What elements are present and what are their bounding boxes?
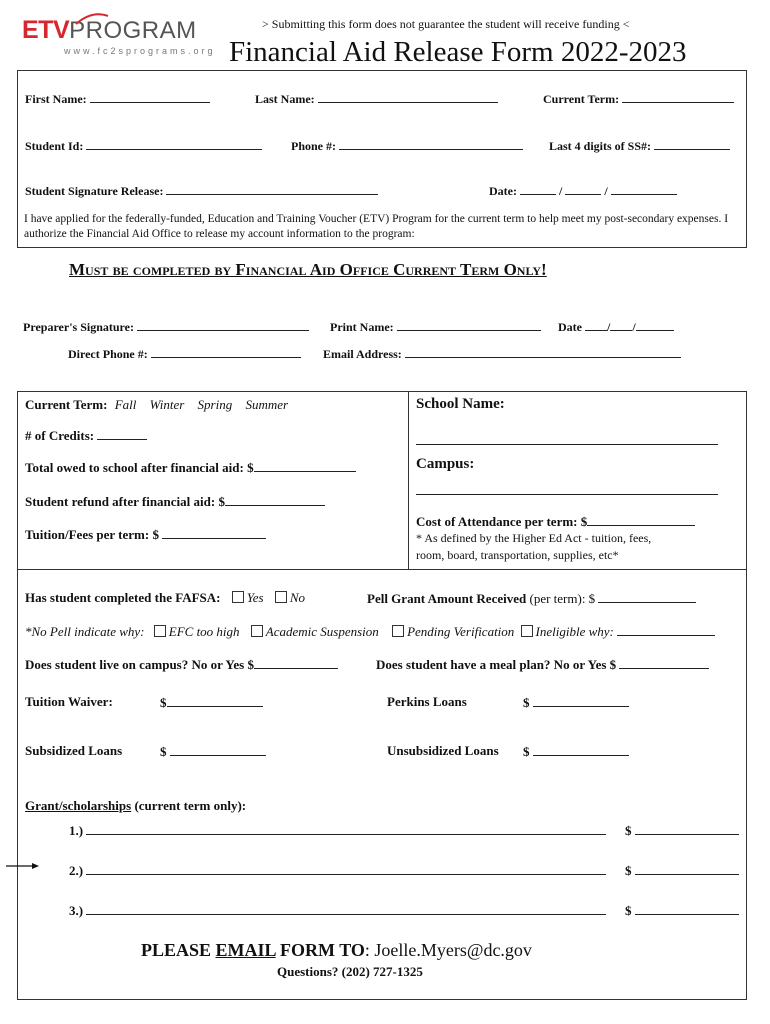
submit-instruction: PLEASE EMAIL FORM TO: Joelle.Myers@dc.gov xyxy=(141,940,532,960)
fafsa-question: Has student completed the FAFSA: Yes No xyxy=(25,590,306,605)
authorization-text: I have applied for the federally-funded, Education and Training Voucher (ETV) Program for the current term to help meet my post-secondary expenses. I authorize the Financial Aid Office to release my account information to the program: xyxy=(24,213,729,240)
live-on-campus-field[interactable]: Does student live on campus? No or Yes $ xyxy=(25,656,338,673)
term-bottom-rule xyxy=(17,569,747,570)
funding-notice: > Submitting this form does not guarantee the student will receive funding < xyxy=(262,17,630,31)
tuition-waiver-field[interactable]: $ xyxy=(160,694,263,711)
phone-field[interactable]: Phone #: xyxy=(291,137,523,154)
student-signature-field[interactable]: Student Signature Release: xyxy=(25,182,378,199)
logo-etv: ETV xyxy=(22,16,70,44)
term-spring[interactable]: Spring xyxy=(197,397,233,412)
school-name-field[interactable] xyxy=(416,432,718,450)
questions-phone: Questions? (202) 727-1325 xyxy=(277,964,423,979)
grants-heading: Grant/scholarships (current term only): xyxy=(25,798,247,813)
term-options: Current Term: Fall Winter Spring Summer xyxy=(25,397,289,412)
ineligible-checkbox[interactable] xyxy=(521,625,533,637)
academic-suspension-checkbox[interactable] xyxy=(251,625,263,637)
ineligible-option[interactable]: Ineligible why: xyxy=(521,624,716,639)
grant-row-3[interactable]: 3.) xyxy=(69,902,606,919)
fafsa-no-option[interactable]: No xyxy=(275,590,305,605)
ssn-last4-field[interactable]: Last 4 digits of SS#: xyxy=(549,137,730,154)
preparer-date-field[interactable]: Date / / xyxy=(558,318,674,335)
term-summer[interactable]: Summer xyxy=(245,397,289,412)
grant-amount-3[interactable]: $ xyxy=(625,902,739,919)
arrow-icon xyxy=(6,858,40,876)
term-winter[interactable]: Winter xyxy=(149,397,185,412)
logo-url: www.fc2sprograms.org xyxy=(64,46,216,56)
efc-checkbox[interactable] xyxy=(154,625,166,637)
credits-field[interactable]: # of Credits: xyxy=(25,427,147,444)
term-divider xyxy=(408,391,409,569)
pell-grant-field[interactable]: Pell Grant Amount Received (per term): $ xyxy=(367,590,696,607)
logo-program: PROGRAM xyxy=(69,17,197,44)
grant-row-1[interactable]: 1.) xyxy=(69,822,606,839)
first-name-field[interactable]: First Name: xyxy=(25,90,210,107)
subsidized-field[interactable]: $ xyxy=(160,743,266,760)
student-date-field[interactable]: Date: / / xyxy=(489,182,677,199)
campus-label: Campus: xyxy=(416,456,475,472)
total-owed-field[interactable]: Total owed to school after financial aid: $ xyxy=(25,459,356,476)
perkins-field[interactable]: $ xyxy=(523,694,629,711)
refund-field[interactable]: Student refund after financial aid: $ xyxy=(25,493,325,510)
current-term-field[interactable]: Current Term: xyxy=(543,90,734,107)
logo-swoosh-icon xyxy=(74,12,110,31)
pending-verification-option[interactable]: Pending Verification xyxy=(392,624,514,639)
efc-option[interactable]: EFC too high xyxy=(154,624,240,639)
submit-email-link[interactable]: : Joelle.Myers@dc.gov xyxy=(364,940,532,960)
subsidized-label: Subsidized Loans xyxy=(25,743,123,758)
meal-plan-field[interactable]: Does student have a meal plan? No or Yes $ xyxy=(376,656,709,673)
last-name-field[interactable]: Last Name: xyxy=(255,90,498,107)
page-title: Financial Aid Release Form 2022-2023 xyxy=(229,36,687,68)
preparer-signature-field[interactable]: Preparer's Signature: xyxy=(23,318,309,335)
student-id-field[interactable]: Student Id: xyxy=(25,137,262,154)
tuition-fees-field[interactable]: Tuition/Fees per term: $ xyxy=(25,526,266,543)
aid-office-heading: Must be completed by Financial Aid Office Current Term Only! xyxy=(69,260,547,279)
no-pell-reasons: *No Pell indicate why: EFC too high Academic Suspension Pending Verification Ineligible why: xyxy=(25,623,715,640)
pending-verification-checkbox[interactable] xyxy=(392,625,404,637)
academic-suspension-option[interactable]: Academic Suspension xyxy=(251,624,379,639)
unsubsidized-field[interactable]: $ xyxy=(523,743,629,760)
grant-row-2[interactable]: 2.) xyxy=(69,862,606,879)
fafsa-no-checkbox[interactable] xyxy=(275,591,287,603)
coa-note-line-1: * As defined by the Higher Ed Act - tuition, fees, xyxy=(416,531,652,545)
perkins-label: Perkins Loans xyxy=(387,694,467,709)
coa-note-line-2: room, board, transportation, supplies, etc* xyxy=(416,548,619,562)
term-fall[interactable]: Fall xyxy=(114,397,137,412)
grant-amount-1[interactable]: $ xyxy=(625,822,739,839)
school-name-label: School Name: xyxy=(416,396,505,412)
unsubsidized-label: Unsubsidized Loans xyxy=(387,743,499,758)
direct-phone-field[interactable]: Direct Phone #: xyxy=(68,345,301,362)
tuition-waiver-label: Tuition Waiver: xyxy=(25,694,113,709)
grant-amount-2[interactable]: $ xyxy=(625,862,739,879)
email-address-field[interactable]: Email Address: xyxy=(323,345,681,362)
fafsa-yes-option[interactable]: Yes xyxy=(232,590,264,605)
campus-field[interactable] xyxy=(416,482,718,500)
cost-of-attendance-field[interactable]: Cost of Attendance per term: $ xyxy=(416,513,695,530)
fafsa-yes-checkbox[interactable] xyxy=(232,591,244,603)
print-name-field[interactable]: Print Name: xyxy=(330,318,541,335)
